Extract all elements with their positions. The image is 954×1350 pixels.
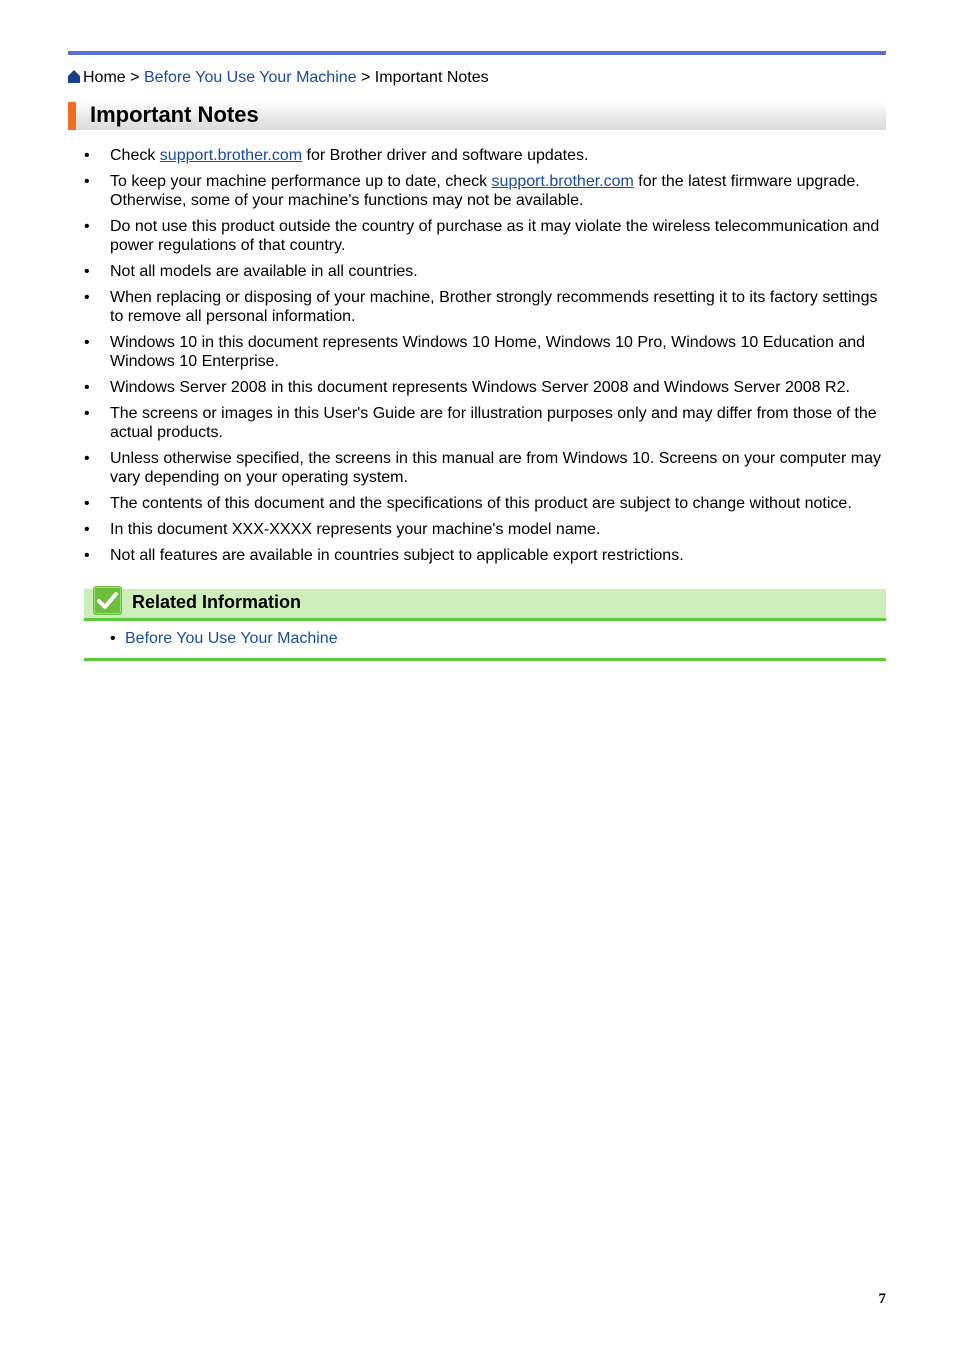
note-text: To keep your machine performance up to date, check xyxy=(110,173,492,190)
note-text: for Brother driver and software updates. xyxy=(302,147,589,164)
note-text: The contents of this document and the specifications of this product are subject to change without notice. xyxy=(110,495,852,512)
list-item xyxy=(84,333,886,371)
list-item xyxy=(84,449,886,487)
note-text: Windows Server 2008 in this document represents Windows Server 2008 and Windows Server 2008 R2. xyxy=(110,379,850,396)
bullet: • xyxy=(84,334,90,351)
bullet: • xyxy=(84,173,90,190)
list-item xyxy=(84,146,886,165)
list-item xyxy=(84,288,886,326)
bullet: • xyxy=(84,405,90,422)
bullet: • xyxy=(84,521,90,538)
breadcrumb-home[interactable]: Home xyxy=(83,69,126,86)
page-title: Important Notes xyxy=(90,102,259,127)
note-text: Do not use this product outside the country of purchase as it may violate the wireless telecommunication and power regulations of that country. xyxy=(110,218,880,254)
bullet: • xyxy=(84,263,90,280)
list-item xyxy=(84,262,886,281)
list-item xyxy=(84,494,886,513)
title-accent xyxy=(68,102,76,130)
header-rule xyxy=(68,51,886,55)
related-information xyxy=(84,589,886,661)
support-link[interactable]: support.brother.com xyxy=(491,173,634,190)
note-text: Unless otherwise specified, the screens in this manual are from Windows 10. Screens on your computer may vary depending on your operating system. xyxy=(110,450,882,486)
note-text: Not all models are available in all countries. xyxy=(110,263,418,280)
list-item xyxy=(84,404,886,442)
page-number: 7 xyxy=(878,1291,886,1307)
related-link-before-you-use[interactable]: Before You Use Your Machine xyxy=(125,630,338,647)
note-text: Check xyxy=(110,147,160,164)
note-text: Not all features are available in countries subject to applicable export restrictions. xyxy=(110,547,684,564)
breadcrumb-separator: > xyxy=(361,69,371,86)
note-text: Windows 10 in this document represents Windows 10 Home, Windows 10 Pro, Windows 10 Education and Windows 10 Enterprise. xyxy=(110,334,866,370)
note-text: The screens or images in this User's Guide are for illustration purposes only and may differ from those of the actual products. xyxy=(110,405,877,441)
related-links xyxy=(84,621,886,661)
support-link[interactable]: support.brother.com xyxy=(159,147,303,164)
breadcrumb xyxy=(68,68,489,87)
list-item xyxy=(84,172,886,210)
bullet: • xyxy=(84,379,90,396)
notes-list xyxy=(84,146,886,572)
title-bar xyxy=(68,102,886,130)
bullet: • xyxy=(84,495,90,512)
note-text: When replacing or disposing of your machine, Brother strongly recommends resetting it to its factory settings to remove all personal information. xyxy=(110,289,878,325)
list-item xyxy=(84,629,886,648)
breadcrumb-separator: > xyxy=(130,69,140,86)
breadcrumb-current: Important Notes xyxy=(374,69,489,86)
bullet: • xyxy=(84,450,90,467)
bullet: • xyxy=(84,218,90,235)
breadcrumb-parent-link[interactable]: Before You Use Your Machine xyxy=(143,69,357,86)
list-item xyxy=(84,378,886,397)
checkmark-icon xyxy=(93,586,122,615)
bullet: • xyxy=(84,289,90,306)
list-item xyxy=(84,520,886,539)
related-header xyxy=(84,589,886,621)
note-text: In this document XXX-XXXX represents your machine's model name. xyxy=(110,521,601,538)
list-item xyxy=(84,217,886,255)
note-text: for the latest firmware upgrade. Otherwise, some of your machine's functions may not be available. xyxy=(110,173,860,209)
bullet: • xyxy=(84,547,90,564)
home-icon xyxy=(68,70,80,83)
related-title: Related Information xyxy=(132,592,302,612)
bullet: • xyxy=(84,147,90,164)
bullet: • xyxy=(110,630,116,647)
list-item xyxy=(84,546,886,565)
